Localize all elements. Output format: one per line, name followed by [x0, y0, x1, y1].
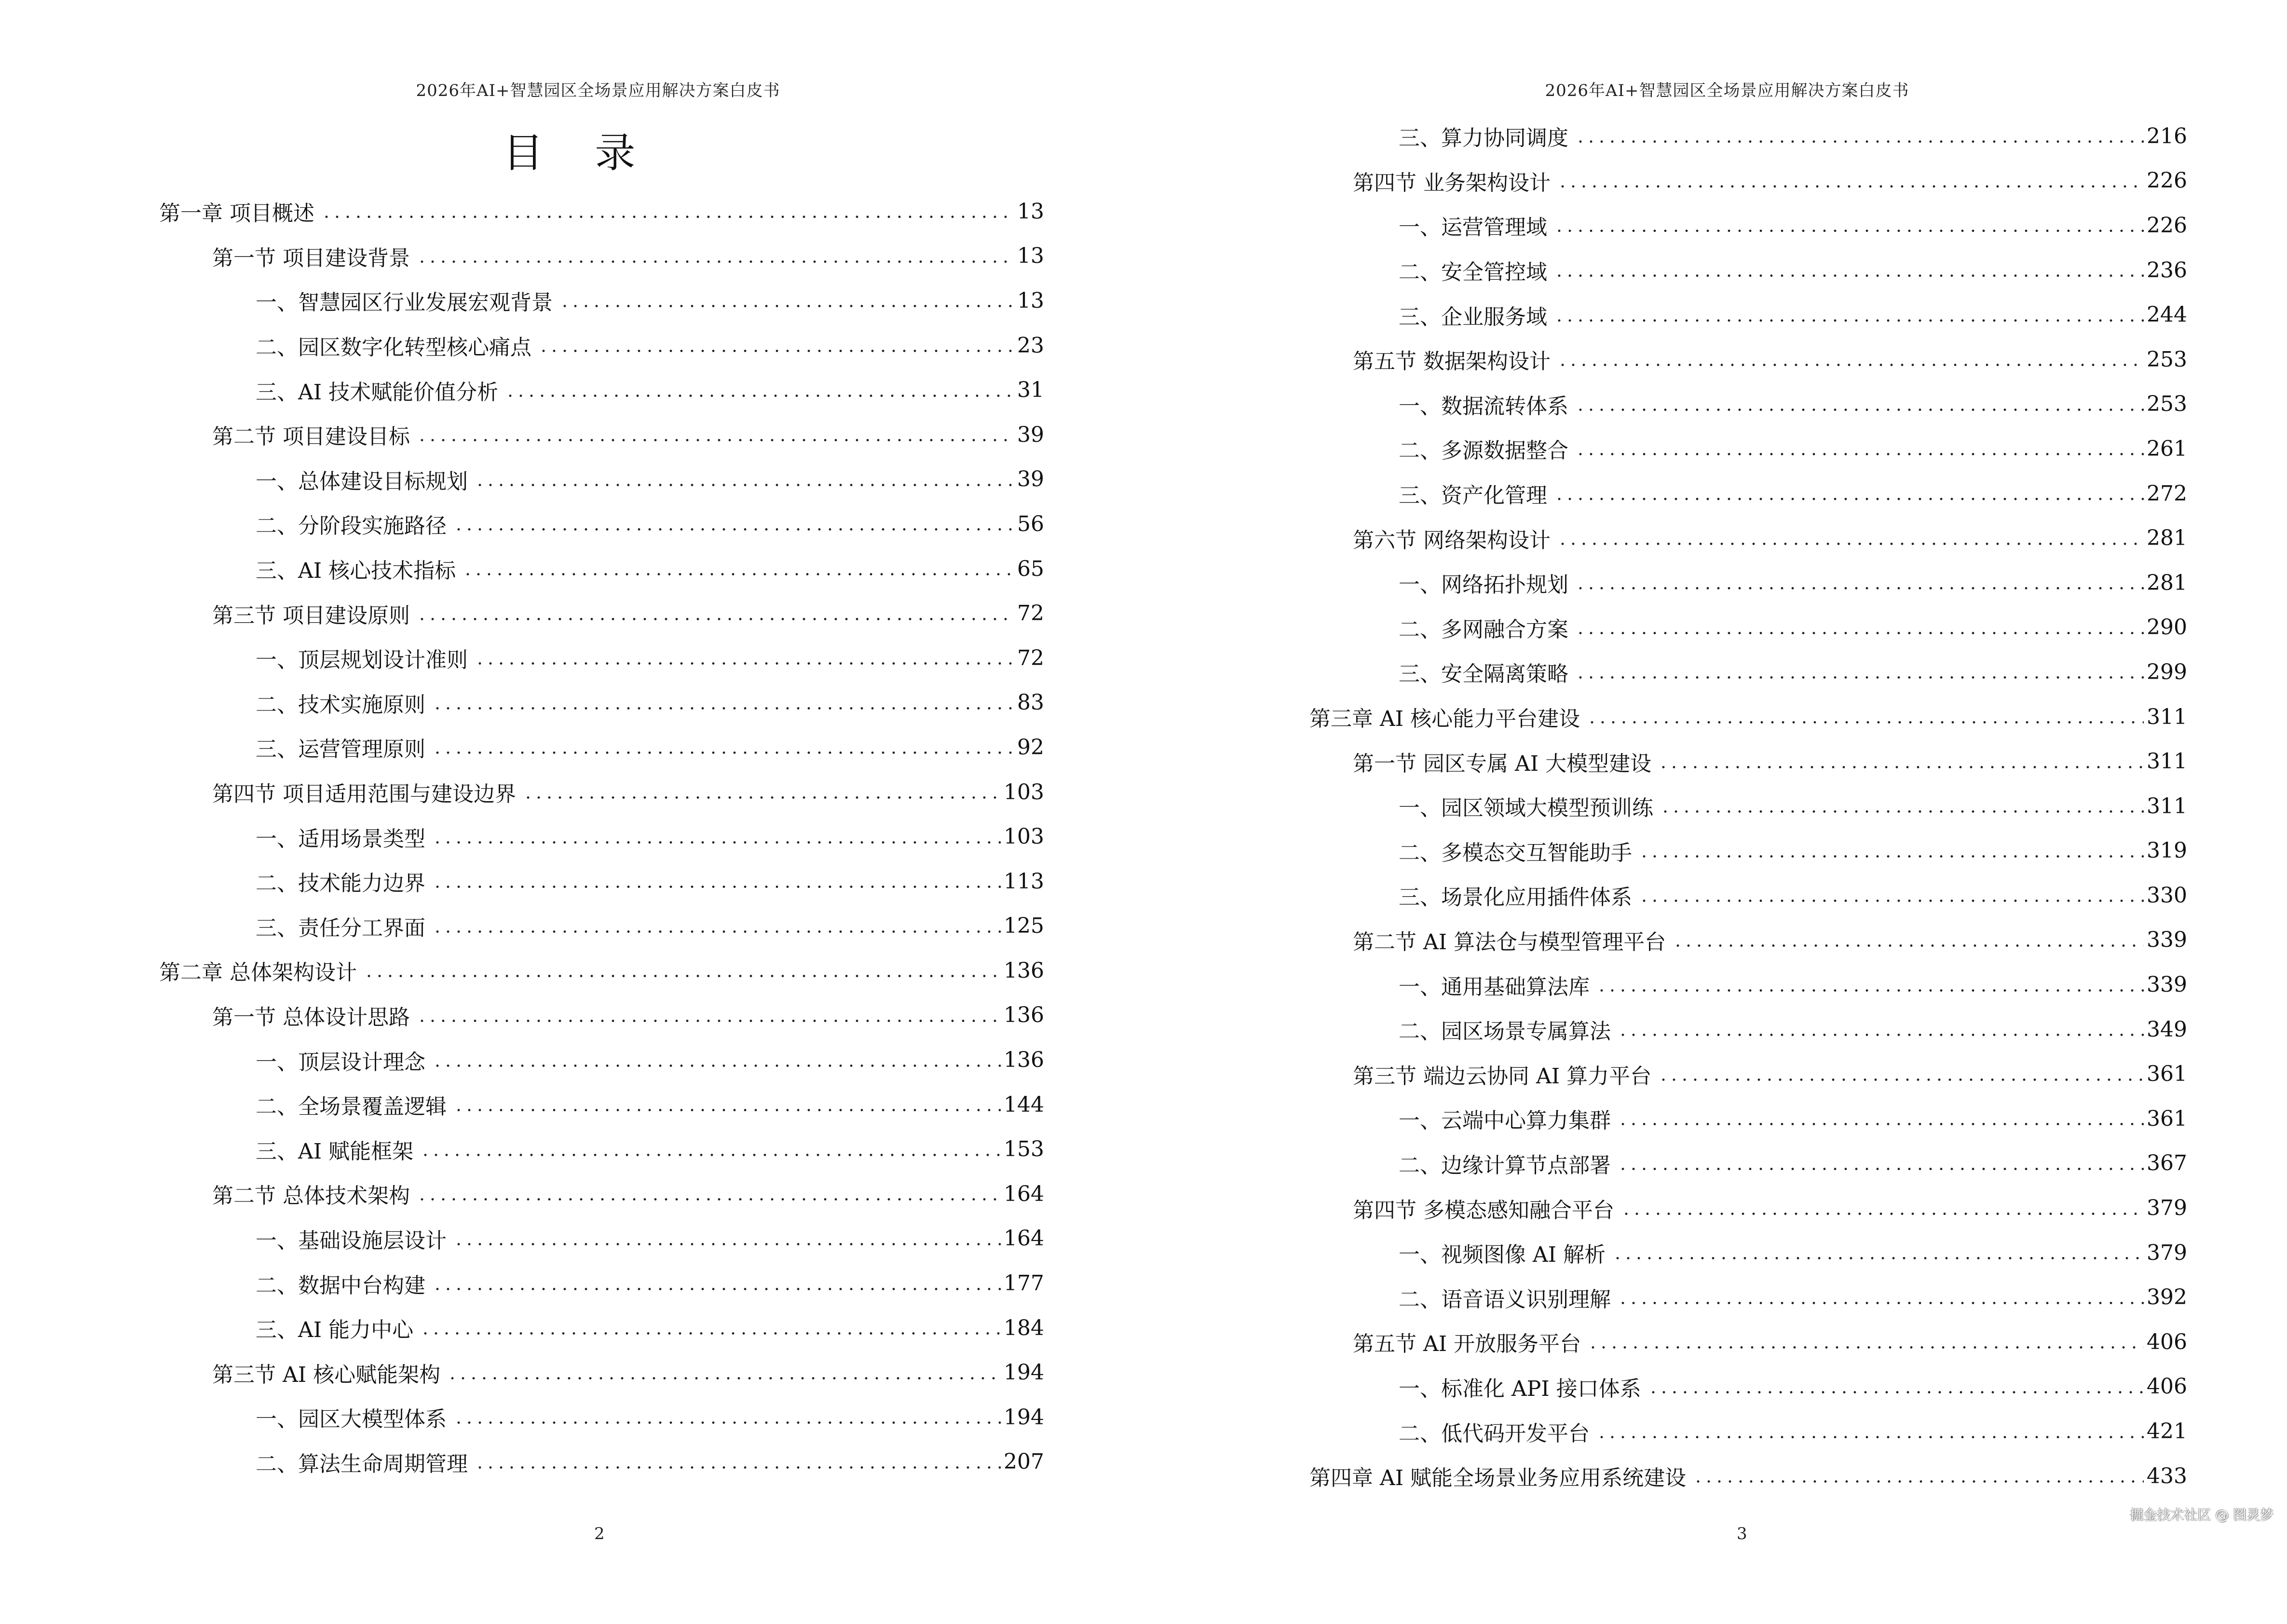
toc-entry-item[interactable]: [0, 814, 1044, 859]
toc-entry-item[interactable]: [1144, 1007, 2187, 1052]
toc-entry-label: 三、场景化应用插件体系: [1399, 880, 1636, 911]
toc-entry-label: 二、语音语义识别理解: [1399, 1282, 1615, 1313]
toc-entry-label: 第二节 项目建设目标: [212, 419, 414, 450]
toc-entry-section[interactable]: [1144, 1051, 2187, 1096]
toc-entry-label: 第一节 项目建设背景: [212, 241, 414, 272]
toc-entry-label: 第一节 总体设计思路: [212, 1000, 414, 1031]
dot-leader: [432, 826, 1001, 847]
toc-entry-page-number: 164: [1004, 1181, 1044, 1206]
toc-entry-label: 第一章 项目概述: [159, 196, 318, 227]
toc-entry-page-number: 311: [2147, 704, 2187, 729]
toc-entry-label: 第四节 业务架构设计: [1353, 165, 1554, 196]
toc-list-left: [0, 189, 1044, 1484]
toc-entry-item[interactable]: [1144, 203, 2187, 248]
toc-entry-page-number: 319: [2147, 838, 2187, 863]
dot-leader: [475, 469, 1014, 490]
toc-entry-label: 三、算力协同调度: [1399, 121, 1572, 151]
toc-entry-page-number: 339: [2147, 972, 2187, 997]
toc-entry-item[interactable]: [0, 636, 1044, 681]
dot-leader: [417, 1005, 1001, 1026]
dot-leader: [420, 1139, 1001, 1160]
toc-entry-page-number: 136: [1004, 1048, 1044, 1073]
toc-entry-chapter[interactable]: [1144, 1454, 2187, 1499]
toc-entry-page-number: 406: [2147, 1329, 2187, 1354]
toc-entry-label: 三、企业服务域: [1399, 300, 1551, 330]
toc-entry-page-number: 65: [1017, 556, 1044, 581]
toc-entry-page-number: 103: [1004, 779, 1044, 805]
toc-entry-label: 三、责任分工界面: [256, 911, 429, 942]
toc-entry-page-number: 56: [1017, 511, 1044, 536]
page-number: 2: [594, 1524, 605, 1543]
toc-entry-label: 三、AI 核心技术指标: [256, 553, 460, 584]
dot-leader: [1612, 1242, 2144, 1263]
dot-leader: [1658, 1064, 2144, 1085]
toc-entry-label: 一、网络拓扑规划: [1399, 567, 1572, 598]
toc-entry-page-number: 184: [1004, 1315, 1044, 1340]
toc-entry-page-number: 236: [2147, 258, 2187, 283]
toc-entry-label: 二、园区数字化转型核心痛点: [256, 330, 535, 361]
dot-leader: [417, 424, 1014, 445]
toc-entry-page-number: 136: [1004, 958, 1044, 983]
toc-entry-label: 一、适用场景类型: [256, 821, 429, 852]
dot-leader: [1575, 438, 2144, 459]
dot-leader: [321, 201, 1014, 222]
dot-leader: [1554, 259, 2144, 281]
toc-entry-label: 一、基础设施层设计: [256, 1223, 450, 1254]
dot-leader: [1618, 1153, 2144, 1174]
toc-entry-label: 第三节 端边云协同 AI 算力平台: [1353, 1059, 1655, 1090]
toc-entry-item[interactable]: [0, 1261, 1044, 1306]
toc-entry-page-number: 207: [1004, 1449, 1044, 1474]
toc-entry-page-number: 406: [2147, 1374, 2187, 1399]
dot-leader: [1554, 304, 2144, 326]
toc-entry-label: 一、通用基础算法库: [1399, 969, 1593, 1000]
toc-entry-item[interactable]: [1144, 471, 2187, 516]
toc-entry-item[interactable]: [1144, 650, 2187, 695]
toc-entry-item[interactable]: [1144, 605, 2187, 650]
toc-entry-page-number: 92: [1017, 735, 1044, 760]
toc-entry-page-number: 433: [2147, 1463, 2187, 1488]
toc-entry-label: 第三章 AI 核心能力平台建设: [1309, 701, 1584, 732]
toc-entry-item[interactable]: [0, 1216, 1044, 1261]
dot-leader: [417, 1183, 1001, 1204]
toc-entry-label: 二、多模态交互智能助手: [1399, 835, 1636, 866]
toc-entry-label: 第一节 园区专属 AI 大模型建设: [1353, 746, 1655, 777]
toc-entry-page-number: 349: [2147, 1017, 2187, 1042]
toc-entry-page-number: 290: [2147, 615, 2187, 640]
toc-entry-item[interactable]: [0, 725, 1044, 770]
toc-entry-page-number: 361: [2147, 1106, 2187, 1131]
toc-entry-label: 第二章 总体架构设计: [159, 955, 361, 986]
dot-leader: [432, 692, 1014, 713]
toc-entry-label: 二、数据中台构建: [256, 1268, 429, 1299]
toc-entry-item[interactable]: [1144, 1141, 2187, 1186]
toc-title: 目 录: [503, 129, 655, 177]
toc-entry-item[interactable]: [0, 1306, 1044, 1351]
toc-entry-item[interactable]: [1144, 248, 2187, 293]
toc-entry-section[interactable]: [1144, 516, 2187, 560]
toc-entry-label: 三、运营管理原则: [256, 732, 429, 763]
dot-leader: [1554, 483, 2144, 504]
toc-entry-item[interactable]: [0, 681, 1044, 725]
dot-leader: [1693, 1465, 2144, 1487]
toc-entry-label: 二、技术能力边界: [256, 866, 429, 897]
dot-leader: [1557, 349, 2144, 370]
toc-entry-page-number: 226: [2147, 168, 2187, 193]
dot-leader: [1596, 1421, 2144, 1442]
toc-entry-item[interactable]: [1144, 560, 2187, 605]
dot-leader: [453, 1094, 1001, 1115]
dot-leader: [1660, 795, 2144, 817]
toc-entry-item[interactable]: [1144, 426, 2187, 471]
toc-entry-item[interactable]: [0, 546, 1044, 591]
toc-entry-page-number: 339: [2147, 928, 2187, 953]
toc-entry-label: 第三节 AI 核心赋能架构: [212, 1357, 444, 1388]
toc-entry-label: 二、低代码开发平台: [1399, 1416, 1593, 1447]
toc-entry-section[interactable]: [1144, 1186, 2187, 1230]
toc-entry-chapter[interactable]: [0, 948, 1044, 993]
dot-leader: [1658, 751, 2144, 772]
toc-entry-label: 三、安全隔离策略: [1399, 656, 1572, 687]
toc-entry-section[interactable]: [0, 993, 1044, 1038]
toc-entry-item[interactable]: [0, 502, 1044, 546]
toc-entry-page-number: 144: [1004, 1092, 1044, 1117]
toc-entry-page-number: 261: [2147, 436, 2187, 461]
dot-leader: [417, 603, 1014, 624]
toc-entry-page-number: 13: [1017, 288, 1044, 313]
toc-entry-label: 第四节 项目适用范围与建设边界: [212, 777, 520, 807]
toc-entry-item[interactable]: [1144, 784, 2187, 829]
toc-entry-item[interactable]: [0, 457, 1044, 502]
toc-entry-label: 二、技术实施原则: [256, 687, 429, 718]
toc-entry-item[interactable]: [1144, 829, 2187, 873]
toc-entry-item[interactable]: [1144, 1409, 2187, 1454]
dot-leader: [1575, 394, 2144, 415]
toc-entry-page-number: 194: [1004, 1360, 1044, 1385]
dot-leader: [1639, 840, 2144, 861]
toc-entry-label: 二、边缘计算节点部署: [1399, 1148, 1615, 1179]
toc-entry-page-number: 83: [1017, 690, 1044, 715]
toc-entry-label: 二、全场景覆盖逻辑: [256, 1089, 450, 1120]
dot-leader: [475, 647, 1014, 669]
toc-entry-page-number: 421: [2147, 1419, 2187, 1444]
toc-entry-page-number: 153: [1004, 1137, 1044, 1162]
dot-leader: [453, 513, 1014, 534]
toc-entry-page-number: 379: [2147, 1196, 2187, 1221]
toc-entry-section[interactable]: [1144, 1320, 2187, 1365]
toc-entry-item[interactable]: [1144, 292, 2187, 337]
dot-leader: [432, 871, 1001, 892]
toc-entry-label: 一、数据流转体系: [1399, 389, 1572, 420]
toc-entry-item[interactable]: [1144, 1096, 2187, 1141]
toc-entry-page-number: 367: [2147, 1151, 2187, 1176]
toc-entry-label: 第三节 项目建设原则: [212, 598, 414, 629]
page-number: 3: [1737, 1524, 1747, 1543]
dot-leader: [1575, 617, 2144, 638]
toc-entry-page-number: 72: [1017, 601, 1044, 626]
dot-leader: [475, 1451, 1001, 1473]
toc-entry-label: 第六节 网络架构设计: [1353, 523, 1554, 554]
toc-entry-page-number: 72: [1017, 645, 1044, 670]
toc-entry-page-number: 281: [2147, 526, 2187, 551]
dot-leader: [559, 290, 1014, 311]
dot-leader: [1648, 1376, 2144, 1397]
toc-entry-label: 二、安全管控域: [1399, 255, 1551, 286]
toc-entry-item[interactable]: [0, 368, 1044, 412]
dot-leader: [1618, 1108, 2144, 1129]
toc-entry-label: 二、分阶段实施路径: [256, 508, 450, 539]
dot-leader: [1596, 974, 2144, 996]
toc-entry-item[interactable]: [0, 1037, 1044, 1082]
toc-entry-label: 三、AI 技术赋能价值分析: [256, 375, 502, 406]
toc-entry-label: 第二节 AI 算法仓与模型管理平台: [1353, 925, 1670, 955]
toc-entry-chapter[interactable]: [1144, 695, 2187, 739]
right-page: [1144, 0, 2287, 1624]
toc-entry-section[interactable]: [0, 412, 1044, 457]
toc-list-right: [1144, 114, 2187, 1498]
dot-leader: [420, 1317, 1001, 1338]
toc-entry-item[interactable]: [1144, 382, 2187, 427]
toc-entry-label: 一、顶层规划设计准则: [256, 642, 472, 673]
toc-entry-page-number: 330: [2147, 883, 2187, 908]
toc-entry-item[interactable]: [0, 859, 1044, 904]
dot-leader: [505, 380, 1014, 401]
dot-leader: [1554, 215, 2144, 236]
toc-entry-section[interactable]: [0, 234, 1044, 279]
toc-entry-item[interactable]: [1144, 1365, 2187, 1409]
toc-entry-label: 一、总体建设目标规划: [256, 464, 472, 495]
toc-entry-section[interactable]: [1144, 159, 2187, 204]
toc-entry-page-number: 194: [1004, 1405, 1044, 1430]
toc-entry-page-number: 253: [2147, 347, 2187, 372]
toc-entry-page-number: 177: [1004, 1271, 1044, 1296]
toc-entry-label: 二、园区场景专属算法: [1399, 1014, 1615, 1045]
toc-entry-section[interactable]: [1144, 739, 2187, 784]
toc-entry-item[interactable]: [1144, 114, 2187, 159]
toc-entry-label: 一、园区大模型体系: [256, 1402, 450, 1433]
dot-leader: [1588, 1331, 2144, 1352]
toc-entry-label: 二、多源数据整合: [1399, 433, 1572, 464]
toc-entry-label: 一、园区领域大模型预训练: [1399, 791, 1657, 821]
toc-entry-item[interactable]: [0, 1082, 1044, 1127]
toc-entry-section[interactable]: [1144, 918, 2187, 963]
toc-entry-page-number: 244: [2147, 302, 2187, 328]
toc-entry-page-number: 31: [1017, 378, 1044, 403]
toc-entry-item[interactable]: [1144, 1230, 2187, 1275]
toc-entry-item[interactable]: [0, 323, 1044, 368]
toc-entry-label: 第四章 AI 赋能全场景业务应用系统建设: [1309, 1460, 1690, 1491]
toc-entry-label: 一、运营管理域: [1399, 210, 1551, 241]
dot-leader: [1575, 661, 2144, 682]
dot-leader: [523, 781, 1001, 803]
dot-leader: [1575, 572, 2144, 593]
toc-entry-page-number: 164: [1004, 1226, 1044, 1251]
toc-entry-page-number: 13: [1017, 199, 1044, 224]
toc-entry-page-number: 216: [2147, 123, 2187, 149]
dot-leader: [1557, 170, 2144, 191]
toc-entry-label: 二、算法生命周期管理: [256, 1447, 472, 1477]
toc-entry-item[interactable]: [0, 1440, 1044, 1485]
toc-entry-page-number: 103: [1004, 824, 1044, 849]
toc-entry-section[interactable]: [0, 1350, 1044, 1395]
toc-entry-page-number: 299: [2147, 659, 2187, 684]
toc-entry-label: 一、顶层设计理念: [256, 1045, 429, 1076]
toc-entry-label: 第二节 总体技术架构: [212, 1178, 414, 1209]
dot-leader: [447, 1362, 1001, 1383]
dot-leader: [1621, 1198, 2144, 1219]
toc-entry-label: 三、AI 赋能框架: [256, 1134, 417, 1165]
dot-leader: [1673, 929, 2144, 951]
toc-entry-section[interactable]: [0, 1172, 1044, 1216]
dot-leader: [1557, 528, 2144, 549]
toc-entry-label: 第五节 AI 开放服务平台: [1353, 1326, 1585, 1357]
toc-entry-section[interactable]: [0, 770, 1044, 815]
dot-leader: [364, 960, 1001, 981]
toc-entry-page-number: 39: [1017, 467, 1044, 492]
toc-entry-page-number: 113: [1004, 869, 1044, 894]
toc-entry-page-number: 136: [1004, 1003, 1044, 1028]
toc-entry-label: 一、云端中心算力集群: [1399, 1103, 1615, 1134]
dot-leader: [432, 1273, 1001, 1294]
toc-entry-page-number: 392: [2147, 1285, 2187, 1310]
watermark: 掘金技术社区 @ 图灵梦: [2130, 1507, 2273, 1523]
toc-entry-page-number: 272: [2147, 481, 2187, 506]
toc-entry-page-number: 311: [2147, 793, 2187, 819]
toc-entry-page-number: 125: [1004, 914, 1044, 939]
toc-entry-page-number: 253: [2147, 392, 2187, 417]
toc-entry-label: 三、资产化管理: [1399, 478, 1551, 509]
dot-leader: [432, 1050, 1001, 1071]
running-header: 2026年AI+智慧园区全场景应用解决方案白皮书: [1545, 81, 1909, 100]
toc-entry-page-number: 379: [2147, 1240, 2187, 1265]
toc-entry-label: 三、AI 能力中心: [256, 1312, 417, 1343]
toc-entry-item[interactable]: [1144, 1275, 2187, 1320]
toc-entry-label: 第四节 多模态感知融合平台: [1353, 1193, 1618, 1224]
dot-leader: [1618, 1287, 2144, 1308]
toc-entry-page-number: 39: [1017, 422, 1044, 447]
dot-leader: [1639, 885, 2144, 906]
dot-leader: [538, 335, 1014, 356]
dot-leader: [1587, 706, 2144, 727]
dot-leader: [453, 1228, 1001, 1249]
dot-leader: [1618, 1019, 2144, 1040]
toc-entry-label: 一、视频图像 AI 解析: [1399, 1237, 1609, 1268]
dot-leader: [1575, 125, 2144, 147]
toc-entry-page-number: 311: [2147, 749, 2187, 774]
dot-leader: [432, 737, 1014, 758]
toc-entry-item[interactable]: [0, 1395, 1044, 1440]
toc-entry-item[interactable]: [0, 904, 1044, 949]
toc-entry-page-number: 361: [2147, 1062, 2187, 1087]
toc-entry-item[interactable]: [0, 278, 1044, 323]
toc-entry-page-number: 13: [1017, 244, 1044, 269]
dot-leader: [417, 246, 1014, 267]
toc-entry-section[interactable]: [0, 591, 1044, 636]
toc-entry-section[interactable]: [1144, 337, 2187, 382]
toc-entry-label: 一、标准化 API 接口体系: [1399, 1371, 1645, 1402]
toc-entry-page-number: 281: [2147, 570, 2187, 595]
dot-leader: [432, 915, 1001, 937]
dot-leader: [463, 558, 1014, 579]
toc-entry-item[interactable]: [0, 1127, 1044, 1172]
dot-leader: [453, 1406, 1001, 1428]
toc-entry-label: 一、智慧园区行业发展宏观背景: [256, 285, 557, 316]
running-header: 2026年AI+智慧园区全场景应用解决方案白皮书: [416, 81, 780, 100]
toc-entry-label: 二、多网融合方案: [1399, 612, 1572, 643]
toc-entry-item[interactable]: [1144, 962, 2187, 1007]
toc-entry-page-number: 23: [1017, 333, 1044, 358]
toc-entry-label: 第五节 数据架构设计: [1353, 344, 1554, 375]
toc-entry-chapter[interactable]: [0, 189, 1044, 234]
toc-entry-page-number: 226: [2147, 213, 2187, 238]
toc-entry-item[interactable]: [1144, 873, 2187, 918]
